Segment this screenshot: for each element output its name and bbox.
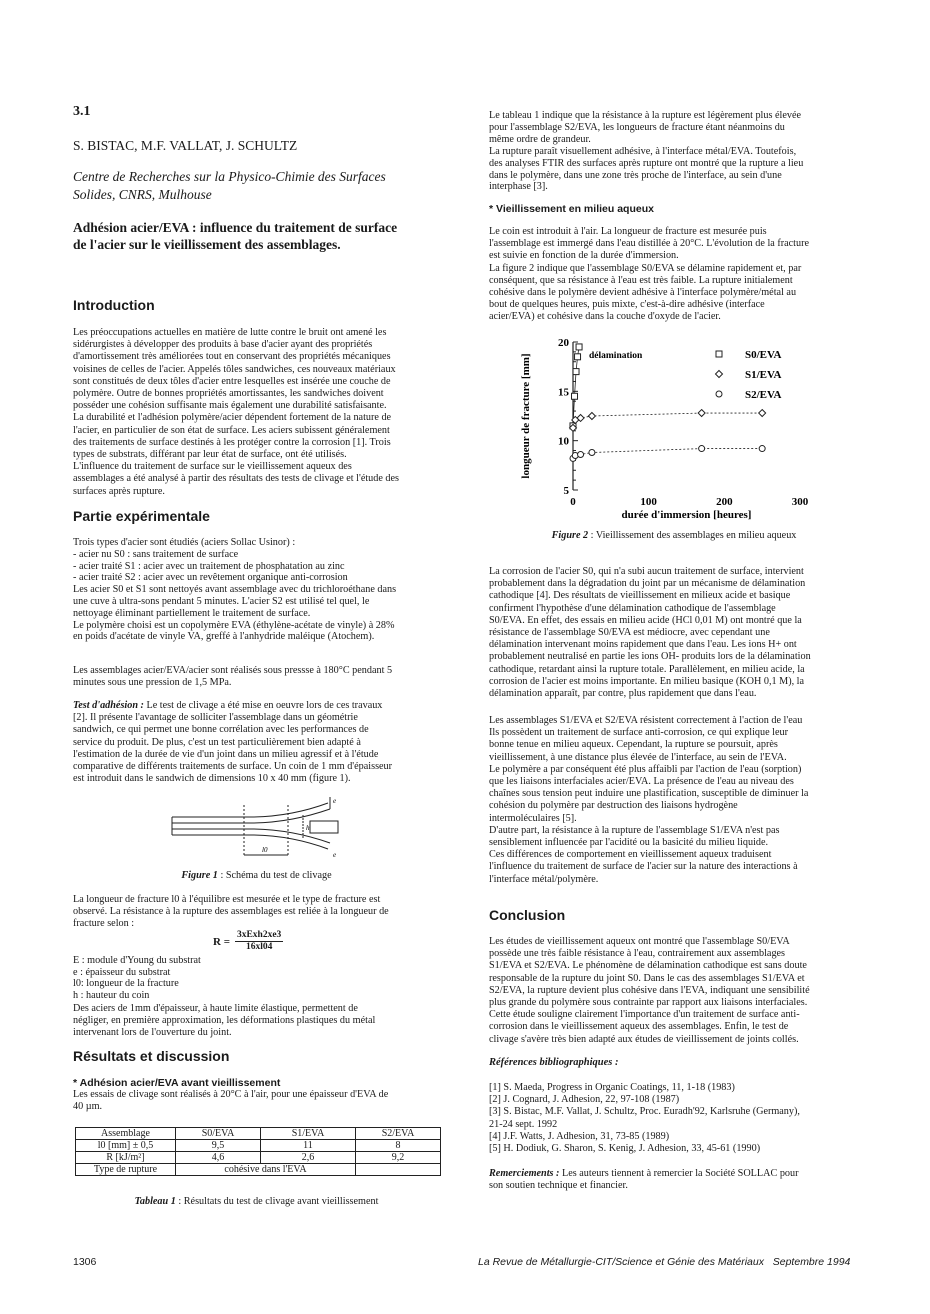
text-line: S1/EVA et S2/EVA. Le phénomène de délamination cathodique est sans doute — [489, 960, 807, 972]
text-line: responsable de la rupture du joint S0. Dans le cas des assemblages S1/EVA et — [489, 972, 805, 984]
text-line: l'influence du traitement de surface de l'acier sur la nature des interactions à — [489, 861, 798, 873]
y-tick-label: 15 — [558, 386, 569, 399]
test-adhesion-paragraph — [73, 700, 440, 785]
text-line: des analyses FTIR des surfaces après rupture ont montré que la rupture a lieu — [489, 157, 804, 169]
text-line: cathodique [4]. Des résultats de vieillissement en milieux acide et basique — [489, 590, 791, 602]
text-line: Les assemblages S1/EVA et S2/EVA résistent correctement à l'action de l'eau — [489, 715, 803, 726]
text-line: La corrosion de l'acier S0, qui n'a subi aucun traitement de surface, intervient — [489, 566, 804, 577]
label-e-bottom: e — [333, 851, 337, 859]
text-line: Les préoccupations actuelles en matière de lutte contre le bruit ont amené les — [73, 327, 387, 338]
text-line: l0: longueur de la fracture — [73, 978, 179, 990]
data-point — [698, 410, 705, 417]
text-line: l'interface métal/polymère. — [489, 873, 599, 885]
y-axis-label: longueur de fracture [mm] — [520, 353, 532, 479]
text-line: possède une très faible résistance à l'eau, contrairement aux assemblages — [489, 948, 786, 960]
right-para4 — [489, 715, 859, 886]
figure-2-chart — [505, 332, 835, 532]
text-line: - acier nu S0 : sans traitement de surface — [73, 548, 239, 560]
label-l0: l0 — [262, 846, 268, 854]
intro-body — [73, 327, 440, 498]
y-tick-label: 20 — [558, 337, 569, 349]
text-line: E : module d'Young du substrat — [73, 955, 201, 966]
legend-marker — [716, 351, 722, 357]
thanks-line: son soutien technique et financier. — [489, 1180, 628, 1192]
table-header-cell: S0/EVA — [176, 1128, 261, 1140]
conclusion-heading: Conclusion — [489, 907, 566, 923]
title-line: de l'acier sur le vieillissement des assemblages. — [73, 237, 341, 252]
formula-denominator: 16xl04 — [245, 942, 273, 952]
text-line: sandwich, ce qui permet une bonne corrélation avec les performances de — [73, 724, 369, 736]
table-caption — [73, 1196, 440, 1207]
text-line: délamination apparaît, par contre, plus rapidement que dans l'eau. — [489, 688, 757, 700]
text-line: Des aciers de 1mm d'épaisseur, à haute limite élastique, permettent de — [73, 1003, 358, 1014]
text-line: La durabilité et l'adhésion polymère/acier dépendent fortement de la nature de — [73, 412, 392, 424]
text-span: Le test de clivage a été mise en oeuvre lors de ces travaux — [146, 700, 383, 711]
data-point — [576, 344, 582, 350]
acknowledgements — [489, 1168, 859, 1192]
figure-2-label: Figure 2 — [551, 530, 589, 541]
text-line: observé. La résistance à la rupture des assemblages est reliée à la longueur de — [73, 906, 389, 918]
results-sub1-text — [73, 1089, 440, 1113]
text-line: L'influence du traitement de surface sur le vieillissement aqueux des — [73, 461, 352, 473]
text-line: Ces différences de comportement en vieillissement aqueux traduisent — [489, 849, 772, 861]
text-line: [4] J.F. Watts, J. Adhesion, 31, 73-85 (1989) — [489, 1130, 670, 1142]
chart-annotation: délamination — [589, 350, 643, 361]
text-line: La rupture paraît visuellement adhésive, à l'interface métal/EVA. Toutefois, — [489, 145, 797, 157]
text-line: 21-24 sept. 1992 — [489, 1118, 558, 1130]
table-header-row — [76, 1128, 441, 1140]
experimental-heading: Partie expérimentale — [73, 508, 210, 524]
thanks-line: Les auteurs tiennent à remercier la Société SOLLAC pour — [559, 1168, 799, 1179]
data-point — [578, 451, 584, 457]
experimental-block4 — [73, 894, 440, 931]
table-cell: 2,6 — [261, 1152, 356, 1164]
text-line: types de substrats, différant par leur état de surface, ont été utilisés. — [73, 449, 347, 461]
authors: S. BISTAC, M.F. VALLAT, J. SCHULTZ — [73, 138, 298, 153]
text-line: S2/EVA, la rupture devient plus cohésive dans l'EVA, indiquant une sensibilité — [489, 984, 810, 996]
text-line: l'estimation de la durée de vie d'un joint dans un milieu agressif et à l'étude — [73, 748, 379, 760]
text-line: sont constitués de deux tôles d'acier entre lesquelles est insérée une couche de — [73, 375, 391, 387]
conclusion-body — [489, 936, 859, 1046]
figure-2-caption — [489, 530, 859, 541]
figure-1-schematic — [170, 795, 350, 865]
text-line: l'acier, en particulier de son état de surface. Les aciers subissent généralement — [73, 424, 390, 436]
text-line: 40 µm. — [73, 1101, 103, 1113]
formula — [213, 930, 283, 953]
journal-date: Septembre 1994 — [772, 1256, 851, 1268]
text-line: négliger, en première approximation, les déformations plastiques du métal — [73, 1015, 376, 1027]
text-line: La figure 2 indique que l'assemblage S0/EVA se délamine rapidement et, par — [489, 262, 802, 274]
text-line: probablement dans la dégradation du joint par un mécanisme de délamination — [489, 578, 806, 590]
affiliation-line: Solides, CNRS, Mulhouse — [73, 187, 212, 202]
legend-marker — [716, 371, 723, 378]
wedge — [310, 821, 338, 833]
text-line: bout de quelques heures, puis mixte, c'est-à-dire adhésive (interface — [489, 299, 765, 311]
text-line: corrosion dans le vieillissement aqueux des assemblages. Enfin, le test de — [489, 1021, 789, 1033]
references-list — [489, 1082, 859, 1155]
text-line: - acier traité S1 : acier avec un traitement de phosphatation au zinc — [73, 560, 345, 572]
text-line: e : épaisseur du substrat — [73, 966, 171, 978]
text-line: cathodique, retardant ainsi la rupture totale. Parallèlement, en milieu acide, la — [489, 663, 805, 675]
text-line: La longueur de fracture l0 à l'équilibre est mesurée et le type de fracture est — [73, 894, 381, 905]
right-para2 — [489, 226, 859, 324]
text-line: en poids d'acétate de vinyle VA, greffé à l'anhydride maléique (Atochem). — [73, 631, 375, 643]
text-line: S0/EVA. En effet, des essais en milieu acide (HCl 0,01 M) ont montré que la — [489, 614, 802, 626]
table-caption-label: Tableau 1 — [134, 1196, 176, 1207]
journal-title: La Revue de Métallurgie-CIT/Science et Génie des Matériaux — [478, 1256, 764, 1268]
right-para3 — [489, 566, 859, 700]
title-line: Adhésion acier/EVA : influence du traitement de surface — [73, 220, 398, 235]
table-caption-text: : Résultats du test de clivage avant vieillissement — [175, 1196, 379, 1207]
text-line: D'autre part, la résistance à la rupture de l'assemblage S1/EVA n'est pas — [489, 824, 780, 836]
text-line: Le polymère a par conséquent été plus affaibli par l'action de l'eau (sorption) — [489, 763, 802, 775]
refs-heading: Références bibliographiques : — [489, 1057, 619, 1068]
text-line: fracture selon : — [73, 918, 135, 930]
text-line: même ordre de grandeur. — [489, 133, 591, 145]
text-line: Les assemblages acier/EVA/acier sont réalisés sous pressse à 180°C pendant 5 — [73, 665, 393, 676]
table-cell: Type de rupture — [76, 1164, 176, 1176]
text-line: clivage s'avère très bien adapté aux études de vieillissement de joints collés. — [489, 1033, 799, 1045]
text-line: [1] S. Maeda, Progress in Organic Coatings, 11, 1-18 (1983) — [489, 1082, 735, 1093]
text-line: Les essais de clivage sont réalisés à 20°C à l'air, pour une épaisseur d'EVA de — [73, 1089, 389, 1100]
text-line: comparative de différents traitements de surface. Un coin de 1 mm d'épaisseur — [73, 761, 393, 773]
figure-2-text: : Vieillissement des assemblages en milieu aqueux — [588, 530, 797, 541]
text-line: Les études de vieillissement aqueux ont montré que l'assemblage S0/EVA — [489, 936, 790, 947]
text-line: h : hauteur du coin — [73, 989, 150, 1001]
x-tick-label: 100 — [640, 496, 657, 508]
legend-label: S0/EVA — [745, 349, 782, 361]
text-line: sensiblement influencée par l'acidité ou la basicité du milieu liquide. — [489, 837, 769, 849]
results-heading: Résultats et discussion — [73, 1048, 230, 1064]
data-point — [759, 410, 766, 417]
text-line: chaînes sous tension peut induire une plastification, susceptible de diminuer la — [489, 788, 809, 800]
x-tick-label: 200 — [716, 496, 733, 508]
text-line: [2] J. Cognard, J. Adhesion, 22, 97-108 (1987) — [489, 1094, 680, 1106]
text-line: cohésive dans le polymère devient adhésive à l'interface polymère/métal au — [489, 287, 797, 299]
text-line: acier/EVA) et cohésive dans la couche d'oxyde de l'acier. — [489, 311, 721, 323]
text-line: Le polymère choisi est un copolymère EVA (éthylène-acétate de vinyle) à 28% — [73, 619, 395, 631]
label-h: h — [306, 824, 310, 832]
affiliation-line: Centre de Recherches sur la Physico-Chimie des Surfaces — [73, 169, 386, 184]
table-cell: R [kJ/m²] — [76, 1152, 176, 1164]
legend-label: S1/EVA — [745, 369, 782, 381]
x-axis-label: durée d'immersion [heures] — [621, 509, 752, 521]
text-line: une cuve à ultra-sons pendant 5 minutes. L'acier S2 est utilisé tel quel, le — [73, 595, 370, 607]
figure-1-text: : Schéma du test de clivage — [217, 870, 332, 881]
formula-legend — [73, 955, 440, 1001]
table-header-cell: S2/EVA — [356, 1128, 441, 1140]
figure-1-label: Figure 1 — [181, 870, 218, 881]
lower-plate — [172, 829, 330, 849]
text-line: pour l'assemblage S2/EVA, les longueurs de fracture étant néanmoins du — [489, 121, 785, 133]
table-cell: cohésive dans l'EVA — [176, 1164, 356, 1176]
table-row — [76, 1164, 441, 1176]
table-row — [76, 1140, 441, 1152]
table-cell: 11 — [261, 1140, 356, 1152]
test-adhesion-label: Test d'adhésion : — [73, 700, 147, 711]
text-line: intermoléculaires [5]. — [489, 812, 577, 824]
text-line: [3] S. Bistac, M.F. Vallat, J. Schultz, Proc. Euradh'92, Karlsruhe (Germany), — [489, 1106, 800, 1118]
text-line: service du produit. De plus, c'est un test particulièrement bien adapté à — [73, 736, 361, 748]
text-line: confirment l'hypothèse d'une délamination cathodique de l'assemblage — [489, 602, 776, 614]
text-line: - acier traité S2 : acier avec un revêtement organique anti-corrosion — [73, 572, 348, 584]
y-tick-label: 5 — [563, 485, 569, 497]
table-cell — [356, 1164, 441, 1176]
paper-title — [73, 219, 397, 253]
table-cell: l0 [mm] ± 0,5 — [76, 1140, 176, 1152]
results-subheading: * Adhésion acier/EVA avant vieillissement — [73, 1077, 281, 1089]
text-line: [5] H. Dodiuk, G. Sharon, S. Kenig, J. Adhesion, 33, 45-61 (1990) — [489, 1143, 761, 1155]
text-line: Le tableau 1 indique que la résistance à la rupture est légèrement plus élevée — [489, 110, 801, 121]
legend-marker — [716, 391, 722, 397]
label-e: e — [333, 797, 337, 805]
data-point — [575, 354, 581, 360]
text-line: d'amortissement très améliorées tout en conservant des propriétés mécaniques — [73, 351, 391, 363]
text-line: Ils possèdent un traitement de surface anti-corrosion, ce qui explique leur — [489, 727, 789, 739]
text-line: posséder une cohésion suffisante mais également une durabilité satisfaisante. — [73, 400, 387, 412]
formula-numerator: 3xExh2xe3 — [236, 930, 282, 940]
text-line: l'assemblage est immergé dans l'eau distillée à 20°C. L'évolution de la fracture — [489, 238, 810, 250]
text-line: sidérurgistes à développer des produits à base d'acier ayant des propriétés — [73, 339, 373, 351]
affiliation — [73, 168, 386, 204]
data-point — [588, 413, 595, 420]
text-line: cohésion du polymère par destruction des liaisons hydrogène — [489, 800, 738, 812]
journal-name — [478, 1256, 850, 1268]
aging-subheading: * Vieillissement en milieu aqueux — [489, 203, 654, 215]
data-point — [573, 369, 579, 375]
table-header-cell: Assemblage — [76, 1128, 176, 1140]
series-line — [573, 449, 762, 459]
text-line: [2]. Il présente l'avantage de solliciter l'assemblage dans un géométrie — [73, 712, 358, 724]
text-line — [73, 700, 440, 712]
text-line: Trois types d'acier sont étudiés (aciers Sollac Usinor) : — [73, 537, 296, 548]
table-cell: 9,2 — [356, 1152, 441, 1164]
data-point — [572, 393, 578, 399]
formula-lhs: R = — [213, 935, 230, 948]
table-cell: 4,6 — [176, 1152, 261, 1164]
text-line: est introduit dans le sandwich de dimensions 10 x 40 mm (figure 1). — [73, 773, 351, 785]
data-point — [759, 446, 765, 452]
table-cell: 9,5 — [176, 1140, 261, 1152]
upper-plate — [172, 803, 330, 823]
thanks-label: Remerciements : — [489, 1168, 560, 1179]
text-line: interphase [3]. — [489, 181, 548, 193]
text-line: est suivie en fonction de la durée d'immersion. — [489, 250, 679, 262]
figure-1-caption — [73, 870, 440, 881]
page-number: 1306 — [73, 1256, 97, 1268]
section-number: 3.1 — [73, 104, 91, 119]
text-line: voisines de celles de l'acier. Appelés tôles sandwiches, ces nouveaux matériaux — [73, 363, 396, 375]
legend-label: S2/EVA — [745, 389, 782, 401]
text-line: conséquent, que sa résistance à l'eau est très faible. La rupture initialement — [489, 274, 793, 286]
text-line: Cette étude souligne clairement l'importance d'un traitement de surface anti- — [489, 1009, 800, 1021]
results-table — [75, 1127, 441, 1176]
text-line: dans le polymère, dans une zone très proche de l'interface, au sein d'une — [489, 169, 782, 181]
series-line — [573, 413, 762, 428]
text-line: assemblages a été analysé à partir des résultats des tests de clivage et l'étude des — [73, 473, 400, 485]
experimental-block1 — [73, 537, 440, 643]
text-line: surfaces après rupture. — [73, 485, 165, 497]
text-line: plus grande du polymère sous contrainte par rapport aux liaisons interfaciales. — [489, 997, 808, 1009]
text-line: vieillissement, à une distance plus élevée de l'interface, au sein de l'EVA. — [489, 751, 787, 763]
text-line: que les liaisons interfaciales acier/EVA. La présence de l'eau au niveau des — [489, 776, 794, 788]
experimental-block5 — [73, 1003, 440, 1040]
text-line: délamination intervenant moins rapidement que dans l'eau. Les ions H+ ont — [489, 639, 797, 651]
table-cell: 8 — [356, 1140, 441, 1152]
x-tick-label: 300 — [791, 496, 809, 508]
text-line: probablement neutralisé en partie les ions OH- produits lors de la délamination — [489, 651, 811, 663]
text-line: Le coin est introduit à l'air. La longueur de fracture est mesurée puis — [489, 226, 767, 237]
text-line: minutes sous une pression de 1,5 MPa. — [73, 677, 232, 689]
text-line: bonne tenue en milieu aqueux. Cependant, la rupture se poursuit, après — [489, 739, 778, 751]
text-line: intervenant lors de l'ouverture du joint. — [73, 1027, 232, 1039]
text-line: Les acier S0 et S1 sont nettoyés avant assemblage avec du trichloroéthane dans — [73, 584, 397, 596]
table-row — [76, 1152, 441, 1164]
data-point — [699, 446, 705, 452]
y-tick-label: 10 — [558, 435, 569, 448]
text-line: polymère. Outre de bonnes propriétés amortissantes, les sandwiches doivent — [73, 388, 384, 400]
right-para1 — [489, 110, 859, 193]
data-point — [589, 450, 595, 456]
experimental-block2 — [73, 665, 440, 689]
table-header-cell: S1/EVA — [261, 1128, 356, 1140]
text-line: des traitements de surface destinés à les protéger contre la corrosion [1]. Trois — [73, 436, 391, 448]
text-line: nettoyage éliminant partiellement le traitement de surface. — [73, 607, 311, 619]
x-tick-label: 0 — [570, 496, 576, 508]
text-line: résistance de l'assemblage S0/EVA est médiocre, avec cependant une — [489, 627, 770, 639]
text-line: corrosion de l'acier est moins importante. En milieu basique (KOH 0,1 M), la — [489, 675, 805, 687]
intro-heading: Introduction — [73, 297, 155, 313]
